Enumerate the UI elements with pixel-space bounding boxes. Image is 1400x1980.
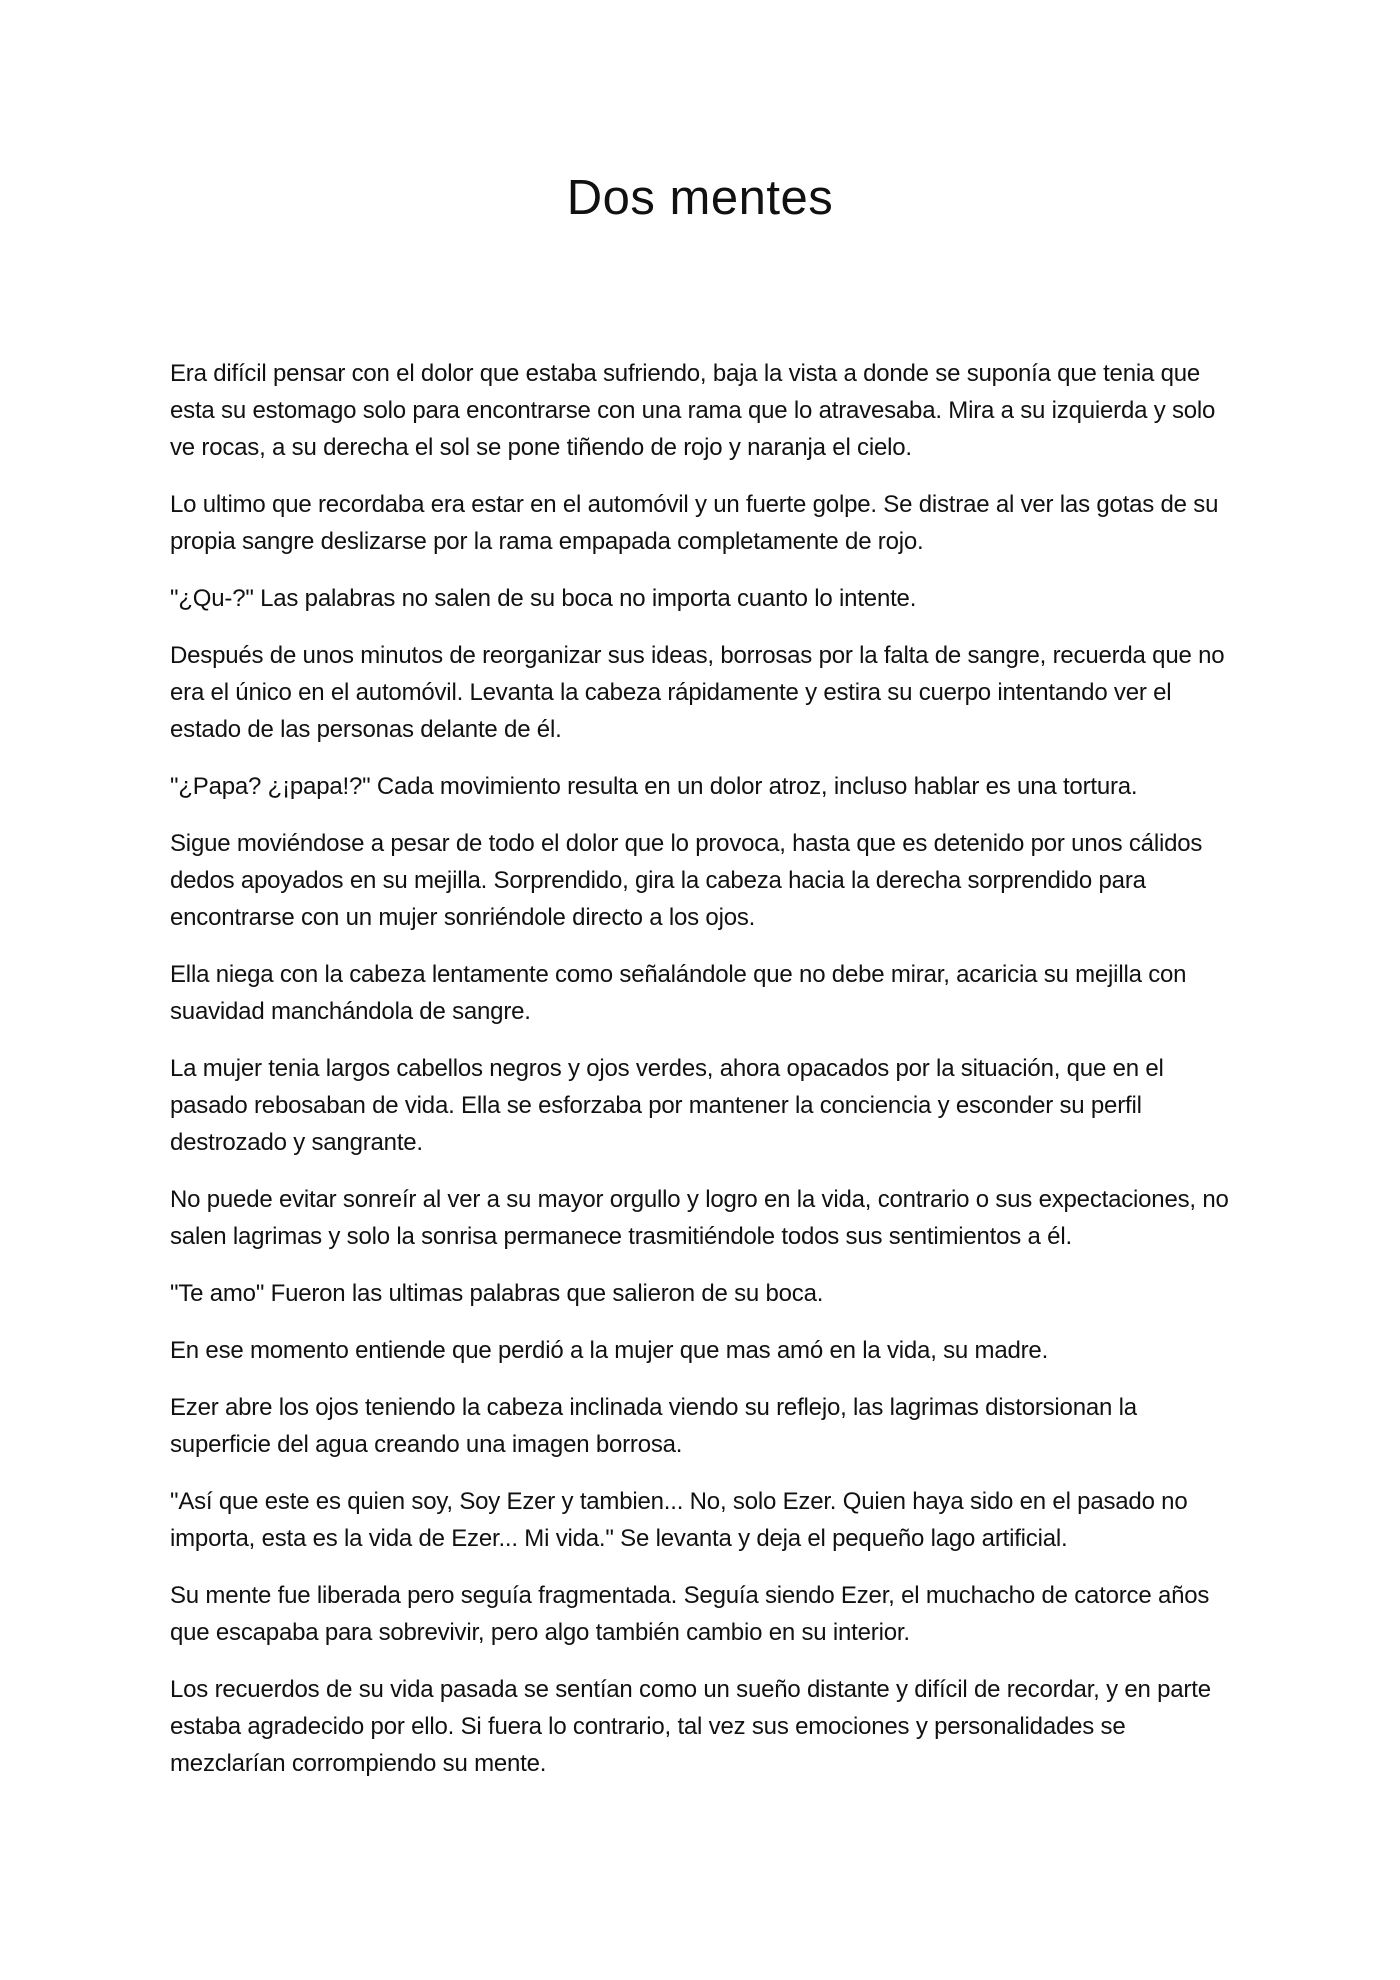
paragraph: Los recuerdos de su vida pasada se sentían como un sueño distante y difícil de recordar, y en parte estaba agradecido por ello. Si fuera lo contrario, tal vez sus emociones y personalidades se mezclarían corrompiendo su mente.: [170, 1676, 1211, 1777]
paragraph: Era difícil pensar con el dolor que estaba sufriendo, baja la vista a donde se suponía que tenia que esta su estomago solo para encontrarse con una rama que lo atravesaba. Mira a su izquierda y solo ve rocas, a su derecha el sol se pone tiñendo de rojo y naranja el cielo.: [170, 360, 1216, 461]
paragraph: "¿Qu-?" Las palabras no salen de su boca no importa cuanto lo intente.: [170, 585, 917, 612]
document-title: Dos mentes: [566, 171, 834, 225]
paragraph: En ese momento entiende que perdió a la mujer que mas amó en la vida, su madre.: [170, 1337, 1049, 1364]
paragraph: Ezer abre los ojos teniendo la cabeza inclinada viendo su reflejo, las lagrimas distorsionan la superficie del agua creando una imagen borrosa.: [170, 1394, 1137, 1458]
paragraph: Lo ultimo que recordaba era estar en el automóvil y un fuerte golpe. Se distrae al ver las gotas de su propia sangre deslizarse por la rama empapada completamente de rojo.: [170, 491, 1219, 555]
paragraph: "¿Papa? ¿¡papa!?" Cada movimiento resulta en un dolor atroz, incluso hablar es una tortura.: [170, 773, 1138, 800]
paragraph: Sigue moviéndose a pesar de todo el dolor que lo provoca, hasta que es detenido por unos cálidos dedos apoyados en su mejilla. Sorprendido, gira la cabeza hacia la derecha sorprendido para encontrarse con un mujer sonriéndole directo a los ojos.: [170, 830, 1203, 931]
paragraph: "Así que este es quien soy, Soy Ezer y tambien... No, solo Ezer. Quien haya sido en el pasado no importa, esta es la vida de Ezer... Mi vida." Se levanta y deja el pequeño lago artificial.: [170, 1488, 1188, 1552]
paragraph: "Te amo" Fueron las ultimas palabras que salieron de su boca.: [170, 1280, 824, 1307]
paragraph: No puede evitar sonreír al ver a su mayor orgullo y logro en la vida, contrario o sus expectaciones, no salen lagrimas y solo la sonrisa permanece trasmitiéndole todos sus sentimientos a él.: [170, 1186, 1229, 1250]
paragraph: Después de unos minutos de reorganizar sus ideas, borrosas por la falta de sangre, recuerda que no era el único en el automóvil. Levanta la cabeza rápidamente y estira su cuerpo intentando ver el estado de las personas delante de él.: [170, 642, 1225, 743]
document-body: [170, 355, 1240, 1802]
paragraph: Su mente fue liberada pero seguía fragmentada. Seguía siendo Ezer, el muchacho de catorce años que escapaba para sobrevivir, pero algo también cambio en su interior.: [170, 1582, 1210, 1646]
paragraph: Ella niega con la cabeza lentamente como señalándole que no debe mirar, acaricia su mejilla con suavidad manchándola de sangre.: [170, 961, 1187, 1025]
paragraph: La mujer tenia largos cabellos negros y ojos verdes, ahora opacados por la situación, que en el pasado rebosaban de vida. Ella se esforzaba por mantener la conciencia y esconder su perfil destrozado y sangrante.: [170, 1055, 1164, 1156]
